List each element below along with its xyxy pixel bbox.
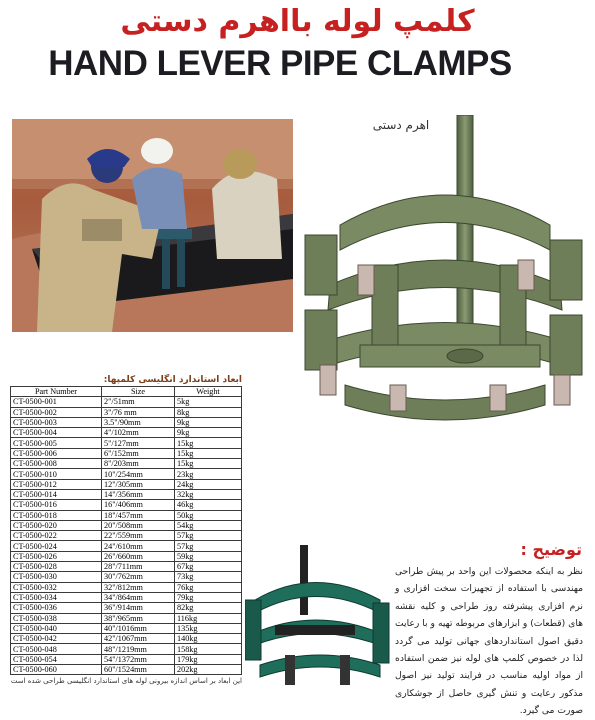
table-row <box>11 520 242 530</box>
table-row <box>11 572 242 582</box>
table-row <box>11 469 242 479</box>
cell-weight: 54kg <box>175 520 242 530</box>
table-row <box>11 665 242 675</box>
cell-part-number: CT-0500-022 <box>11 531 102 541</box>
cell-weight: 158kg <box>175 644 242 654</box>
cell-part-number: CT-0500-001 <box>11 397 102 407</box>
cell-weight: 9kg <box>175 417 242 427</box>
cell-weight: 140kg <box>175 634 242 644</box>
cell-size: 22"/559mm <box>102 531 175 541</box>
cell-size: 6"/152mm <box>102 448 175 458</box>
cell-part-number: CT-0500-024 <box>11 541 102 551</box>
cell-size: 4"/102mm <box>102 428 175 438</box>
cell-weight: 116kg <box>175 613 242 623</box>
cell-part-number: CT-0500-020 <box>11 520 102 530</box>
cell-size: 20"/508mm <box>102 520 175 530</box>
cell-size: 26"/660mm <box>102 551 175 561</box>
cell-part-number: CT-0500-004 <box>11 428 102 438</box>
hand-lever-clamp-illustration <box>300 115 590 455</box>
cell-part-number: CT-0500-032 <box>11 582 102 592</box>
field-photo <box>12 119 293 332</box>
table-row <box>11 592 242 602</box>
table-caption: ابعاد استاندارد انگلیسی کلمپها: <box>103 375 242 385</box>
cell-weight: 15kg <box>175 459 242 469</box>
description-title: توضیح : <box>520 540 582 559</box>
cell-weight: 79kg <box>175 592 242 602</box>
table-row <box>11 438 242 448</box>
header-weight: Weight <box>175 387 242 397</box>
small-clamp-illustration <box>245 545 395 695</box>
cell-weight: 179kg <box>175 654 242 664</box>
cell-size: 28"/711mm <box>102 562 175 572</box>
cell-part-number: CT-0500-018 <box>11 510 102 520</box>
table-row <box>11 417 242 427</box>
cell-size: 54"/1372mm <box>102 654 175 664</box>
table-row <box>11 407 242 417</box>
table-row <box>11 634 242 644</box>
table-row <box>11 531 242 541</box>
cell-part-number: CT-0500-012 <box>11 479 102 489</box>
cell-part-number: CT-0500-016 <box>11 500 102 510</box>
cell-weight: 57kg <box>175 531 242 541</box>
cell-weight: 23kg <box>175 469 242 479</box>
table-row <box>11 479 242 489</box>
cell-part-number: CT-0500-054 <box>11 654 102 664</box>
table-row <box>11 644 242 654</box>
table-row <box>11 654 242 664</box>
specs-table-section <box>10 374 242 685</box>
table-row <box>11 582 242 592</box>
cell-size: 60"/1524mm <box>102 665 175 675</box>
cell-part-number: CT-0500-005 <box>11 438 102 448</box>
cell-size: 36"/914mm <box>102 603 175 613</box>
cell-part-number: CT-0500-028 <box>11 562 102 572</box>
cell-size: 32"/812mm <box>102 582 175 592</box>
table-header-row <box>11 387 242 397</box>
cell-part-number: CT-0500-060 <box>11 665 102 675</box>
cell-weight: 73kg <box>175 572 242 582</box>
cell-size: 42"/1067mm <box>102 634 175 644</box>
table-row <box>11 603 242 613</box>
cell-weight: 15kg <box>175 438 242 448</box>
cell-weight: 57kg <box>175 541 242 551</box>
cell-weight: 5kg <box>175 397 242 407</box>
cell-part-number: CT-0500-048 <box>11 644 102 654</box>
cell-size: 10"/254mm <box>102 469 175 479</box>
cell-size: 3.5"/90mm <box>102 417 175 427</box>
cell-weight: 9kg <box>175 428 242 438</box>
cell-size: 30"/762mm <box>102 572 175 582</box>
cell-weight: 135kg <box>175 623 242 633</box>
cell-weight: 32kg <box>175 489 242 499</box>
cell-part-number: CT-0500-040 <box>11 623 102 633</box>
cell-part-number: CT-0500-036 <box>11 603 102 613</box>
specs-table <box>10 386 242 675</box>
cell-part-number: CT-0500-034 <box>11 592 102 602</box>
handle-label: اهرم دستی <box>372 118 430 132</box>
cell-part-number: CT-0500-042 <box>11 634 102 644</box>
description-body: نظر به اینکه محصولات این واحد بر پیش طراحی مهندسی با استفاده از تجهیزات سخت افزاری و نرم افزاری پیشرفته روز طراحی و کلیه نقشه های (قطعات) و ابزارهای مربوطه تهیه و با رعایت دقیق اصول استانداردهای جهانی تولید می گردد لذا در خصوص کلمپ های لوله نیز ضمن استفاده از مواد اولیه مناسب در فرایند تولید نیز اصول مذکور رعایت و تنش گیری حاصل از جوشکاری صورت می گیرد. <box>395 566 583 717</box>
cell-size: 40"/1016mm <box>102 623 175 633</box>
table-row <box>11 510 242 520</box>
cell-part-number: CT-0500-014 <box>11 489 102 499</box>
cell-size: 24"/610mm <box>102 541 175 551</box>
cell-part-number: CT-0500-026 <box>11 551 102 561</box>
cell-weight: 8kg <box>175 407 242 417</box>
table-row <box>11 613 242 623</box>
cell-weight: 24kg <box>175 479 242 489</box>
cell-size: 2"/51mm <box>102 397 175 407</box>
table-row <box>11 551 242 561</box>
header-part-number: Part Number <box>11 387 102 397</box>
cell-size: 8"/203mm <box>102 459 175 469</box>
title-english: HAND LEVER PIPE CLAMPS <box>48 44 512 83</box>
cell-size: 16"/406mm <box>102 500 175 510</box>
cell-weight: 15kg <box>175 448 242 458</box>
table-row <box>11 500 242 510</box>
cell-size: 38"/965mm <box>102 613 175 623</box>
table-row <box>11 489 242 499</box>
cell-size: 34"/864mm <box>102 592 175 602</box>
cell-weight: 59kg <box>175 551 242 561</box>
cell-weight: 67kg <box>175 562 242 572</box>
table-row <box>11 562 242 572</box>
table-row <box>11 541 242 551</box>
title-persian: کلمپ لوله بااهرم دستی <box>120 4 475 39</box>
cell-part-number: CT-0500-038 <box>11 613 102 623</box>
cell-size: 48"/1219mm <box>102 644 175 654</box>
table-row <box>11 428 242 438</box>
cell-part-number: CT-0500-002 <box>11 407 102 417</box>
cell-part-number: CT-0500-006 <box>11 448 102 458</box>
cell-weight: 76kg <box>175 582 242 592</box>
cell-size: 12"/305mm <box>102 479 175 489</box>
table-footnote: این ابعاد بر اساس اندازه بیرونی لوله های استاندارد انگلیسی طراحی شده است <box>10 677 242 686</box>
cell-size: 3"/76 mm <box>102 407 175 417</box>
cell-weight: 82kg <box>175 603 242 613</box>
cell-weight: 50kg <box>175 510 242 520</box>
table-row <box>11 448 242 458</box>
cell-weight: 46kg <box>175 500 242 510</box>
cell-part-number: CT-0500-030 <box>11 572 102 582</box>
cell-size: 14"/356mm <box>102 489 175 499</box>
cell-part-number: CT-0500-003 <box>11 417 102 427</box>
table-row <box>11 459 242 469</box>
table-row <box>11 623 242 633</box>
header-size: Size <box>102 387 175 397</box>
cell-weight: 202kg <box>175 665 242 675</box>
cell-size: 5"/127mm <box>102 438 175 448</box>
table-row <box>11 397 242 407</box>
cell-part-number: CT-0500-010 <box>11 469 102 479</box>
cell-part-number: CT-0500-008 <box>11 459 102 469</box>
cell-size: 18"/457mm <box>102 510 175 520</box>
